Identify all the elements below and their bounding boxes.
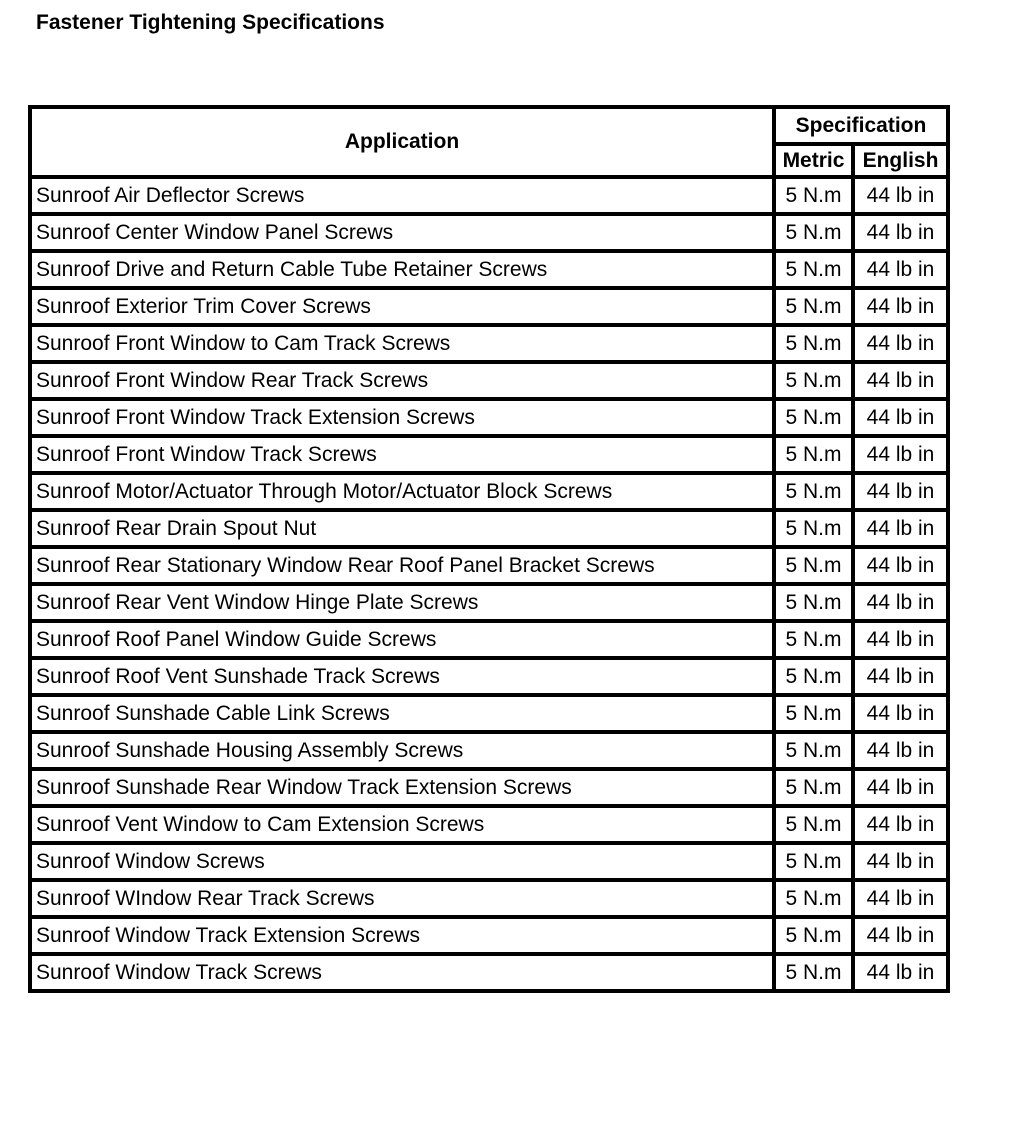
table-row (30, 436, 948, 473)
table-row (30, 399, 948, 436)
metric-cell: 5 N.m (774, 732, 853, 769)
english-cell: 44 lb in (853, 880, 948, 917)
english-cell: 44 lb in (853, 954, 948, 991)
metric-cell: 5 N.m (774, 843, 853, 880)
table-row (30, 288, 948, 325)
application-cell: Sunroof Window Track Extension Screws (30, 917, 774, 954)
application-cell: Sunroof Front Window Rear Track Screws (30, 362, 774, 399)
header-metric: Metric (774, 144, 853, 177)
application-cell: Sunroof Roof Panel Window Guide Screws (30, 621, 774, 658)
metric-cell: 5 N.m (774, 251, 853, 288)
metric-cell: 5 N.m (774, 954, 853, 991)
metric-cell: 5 N.m (774, 177, 853, 214)
english-cell: 44 lb in (853, 510, 948, 547)
english-cell: 44 lb in (853, 732, 948, 769)
table-row (30, 214, 948, 251)
application-cell: Sunroof Rear Stationary Window Rear Roof Panel Bracket Screws (30, 547, 774, 584)
table-row (30, 362, 948, 399)
table-row (30, 695, 948, 732)
application-cell: Sunroof Sunshade Housing Assembly Screws (30, 732, 774, 769)
application-cell: Sunroof Front Window to Cam Track Screws (30, 325, 774, 362)
application-cell: Sunroof Rear Drain Spout Nut (30, 510, 774, 547)
application-cell: Sunroof Drive and Return Cable Tube Retainer Screws (30, 251, 774, 288)
application-cell: Sunroof Front Window Track Screws (30, 436, 774, 473)
metric-cell: 5 N.m (774, 547, 853, 584)
table-body (30, 177, 948, 991)
application-cell: Sunroof Vent Window to Cam Extension Screws (30, 806, 774, 843)
table-row (30, 177, 948, 214)
table-row (30, 954, 948, 991)
english-cell: 44 lb in (853, 806, 948, 843)
application-cell: Sunroof Sunshade Rear Window Track Extension Screws (30, 769, 774, 806)
application-cell: Sunroof Motor/Actuator Through Motor/Actuator Block Screws (30, 473, 774, 510)
english-cell: 44 lb in (853, 843, 948, 880)
table-row (30, 621, 948, 658)
metric-cell: 5 N.m (774, 436, 853, 473)
table-row (30, 880, 948, 917)
application-cell: Sunroof Window Screws (30, 843, 774, 880)
english-cell: 44 lb in (853, 436, 948, 473)
table-row (30, 917, 948, 954)
application-cell: Sunroof Air Deflector Screws (30, 177, 774, 214)
english-cell: 44 lb in (853, 288, 948, 325)
english-cell: 44 lb in (853, 325, 948, 362)
application-cell: Sunroof WIndow Rear Track Screws (30, 880, 774, 917)
metric-cell: 5 N.m (774, 362, 853, 399)
english-cell: 44 lb in (853, 214, 948, 251)
english-cell: 44 lb in (853, 621, 948, 658)
application-cell: Sunroof Window Track Screws (30, 954, 774, 991)
english-cell: 44 lb in (853, 584, 948, 621)
metric-cell: 5 N.m (774, 288, 853, 325)
table-row (30, 769, 948, 806)
metric-cell: 5 N.m (774, 917, 853, 954)
table-row (30, 510, 948, 547)
english-cell: 44 lb in (853, 399, 948, 436)
metric-cell: 5 N.m (774, 214, 853, 251)
metric-cell: 5 N.m (774, 399, 853, 436)
table-header (30, 107, 948, 177)
metric-cell: 5 N.m (774, 510, 853, 547)
metric-cell: 5 N.m (774, 695, 853, 732)
header-application: Application (30, 107, 774, 177)
english-cell: 44 lb in (853, 473, 948, 510)
header-english: English (853, 144, 948, 177)
table-row (30, 732, 948, 769)
metric-cell: 5 N.m (774, 880, 853, 917)
metric-cell: 5 N.m (774, 621, 853, 658)
application-cell: Sunroof Front Window Track Extension Screws (30, 399, 774, 436)
header-specification: Specification (774, 107, 948, 144)
table-row (30, 806, 948, 843)
table-row (30, 843, 948, 880)
english-cell: 44 lb in (853, 917, 948, 954)
table-row (30, 473, 948, 510)
metric-cell: 5 N.m (774, 769, 853, 806)
english-cell: 44 lb in (853, 695, 948, 732)
english-cell: 44 lb in (853, 658, 948, 695)
table-row (30, 658, 948, 695)
table-row (30, 251, 948, 288)
application-cell: Sunroof Roof Vent Sunshade Track Screws (30, 658, 774, 695)
metric-cell: 5 N.m (774, 584, 853, 621)
table-row (30, 325, 948, 362)
english-cell: 44 lb in (853, 769, 948, 806)
english-cell: 44 lb in (853, 362, 948, 399)
metric-cell: 5 N.m (774, 658, 853, 695)
table-row (30, 584, 948, 621)
table-row (30, 547, 948, 584)
metric-cell: 5 N.m (774, 806, 853, 843)
english-cell: 44 lb in (853, 251, 948, 288)
fastener-spec-table (28, 105, 950, 993)
metric-cell: 5 N.m (774, 325, 853, 362)
page-title: Fastener Tightening Specifications (36, 11, 385, 34)
english-cell: 44 lb in (853, 177, 948, 214)
application-cell: Sunroof Sunshade Cable Link Screws (30, 695, 774, 732)
metric-cell: 5 N.m (774, 473, 853, 510)
english-cell: 44 lb in (853, 547, 948, 584)
application-cell: Sunroof Exterior Trim Cover Screws (30, 288, 774, 325)
application-cell: Sunroof Rear Vent Window Hinge Plate Screws (30, 584, 774, 621)
application-cell: Sunroof Center Window Panel Screws (30, 214, 774, 251)
